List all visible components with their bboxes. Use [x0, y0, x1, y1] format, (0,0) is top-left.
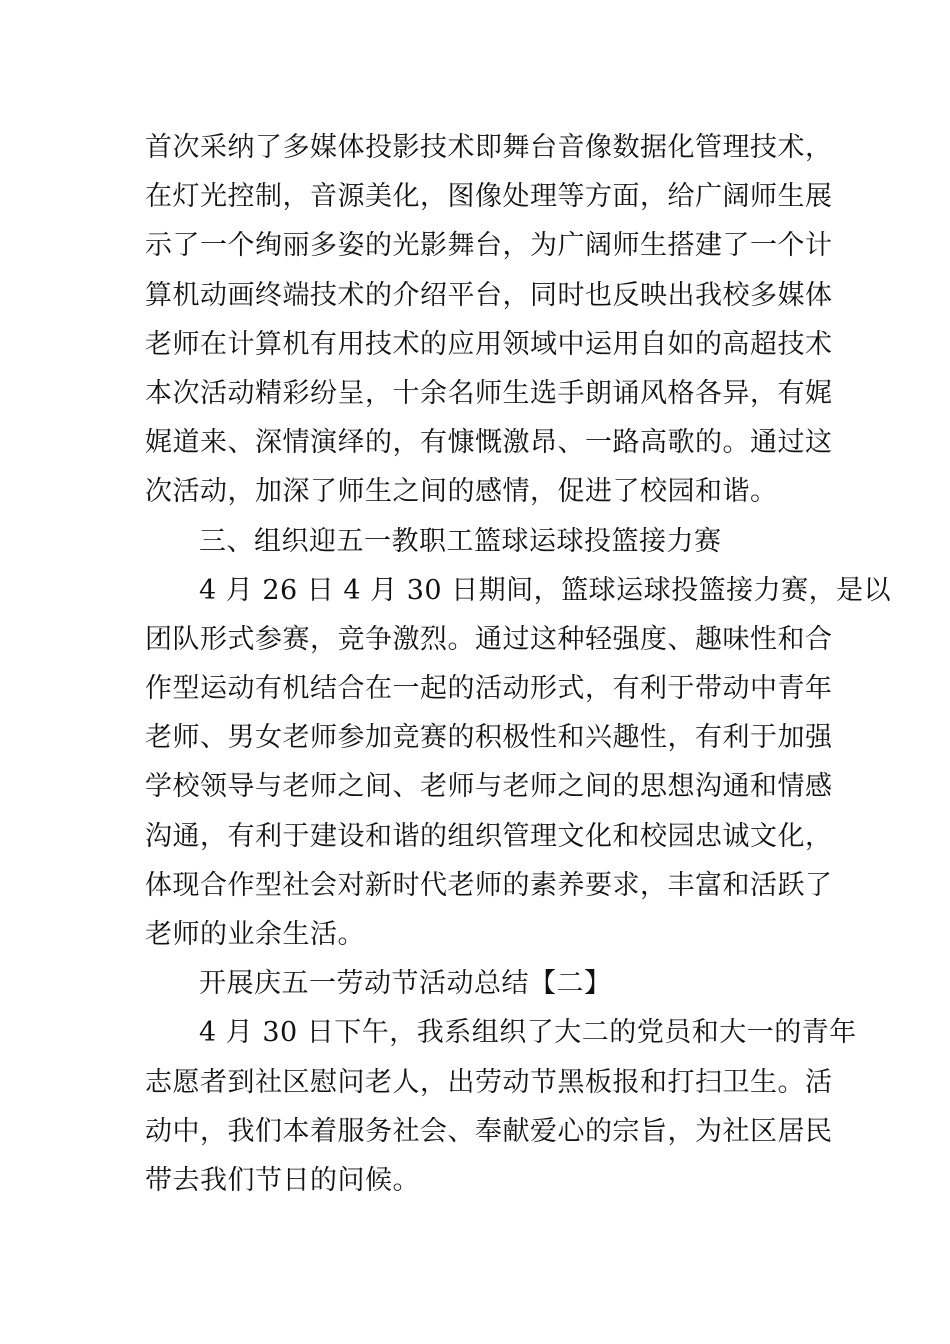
text-line: 首次采纳了多媒体投影技术即舞台音像数据化管理技术， [145, 132, 833, 163]
text-line: 志愿者到社区慰问老人，出劳动节黑板报和打扫卫生。活 [145, 1066, 833, 1098]
document-body [145, 123, 892, 1205]
text-line: 4 月 30 日下午，我系组织了大二的党员和大一的青年 [199, 1017, 857, 1049]
text-line: 娓道来、深情演绎的，有慷慨激昂、一路高歌的。通过这 [145, 427, 833, 459]
text-line: 在灯光控制，音源美化，图像处理等方面，给广阔师生展 [145, 181, 833, 213]
text-line: 老师的业余生活。 [145, 919, 365, 950]
text-line: 算机动画终端技术的介绍平台，同时也反映出我校多媒体 [145, 279, 833, 311]
text-line: 团队形式参赛，竞争激烈。通过这种轻强度、趣味性和合 [145, 623, 833, 655]
text-line: 三、组织迎五一教职工篮球运球投篮接力赛 [199, 525, 722, 557]
text-line: 学校领导与老师之间、老师与老师之间的思想沟通和情感 [145, 771, 833, 803]
text-line: 本次活动精彩纷呈，十余名师生选手朗诵风格各异，有娓 [145, 377, 833, 409]
text-line: 4 月 26 日 4 月 30 日期间，篮球运球投篮接力赛，是以 [199, 574, 892, 606]
text-line: 示了一个绚丽多姿的光影舞台，为广阔师生搭建了一个计 [145, 230, 833, 262]
text-line: 体现合作型社会对新时代老师的素养要求，丰富和活跃了 [145, 869, 833, 901]
text-line: 动中，我们本着服务社会、奉献爱心的宗旨，为社区居民 [145, 1115, 833, 1147]
text-line: 沟通，有利于建设和谐的组织管理文化和校园忠诚文化， [145, 820, 833, 852]
text-line: 老师、男女老师参加竞赛的积极性和兴趣性，有利于加强 [145, 722, 833, 754]
text-line: 作型运动有机结合在一起的活动形式，有利于带动中青年 [145, 673, 833, 705]
text-line: 老师在计算机有用技术的应用领域中运用自如的高超技术 [145, 328, 833, 360]
text-line: 次活动，加深了师生之间的感情，促进了校园和谐。 [145, 476, 778, 508]
text-line: 开展庆五一劳动节活动总结【二】 [199, 968, 612, 1000]
text-line: 带去我们节日的问候。 [145, 1164, 420, 1196]
